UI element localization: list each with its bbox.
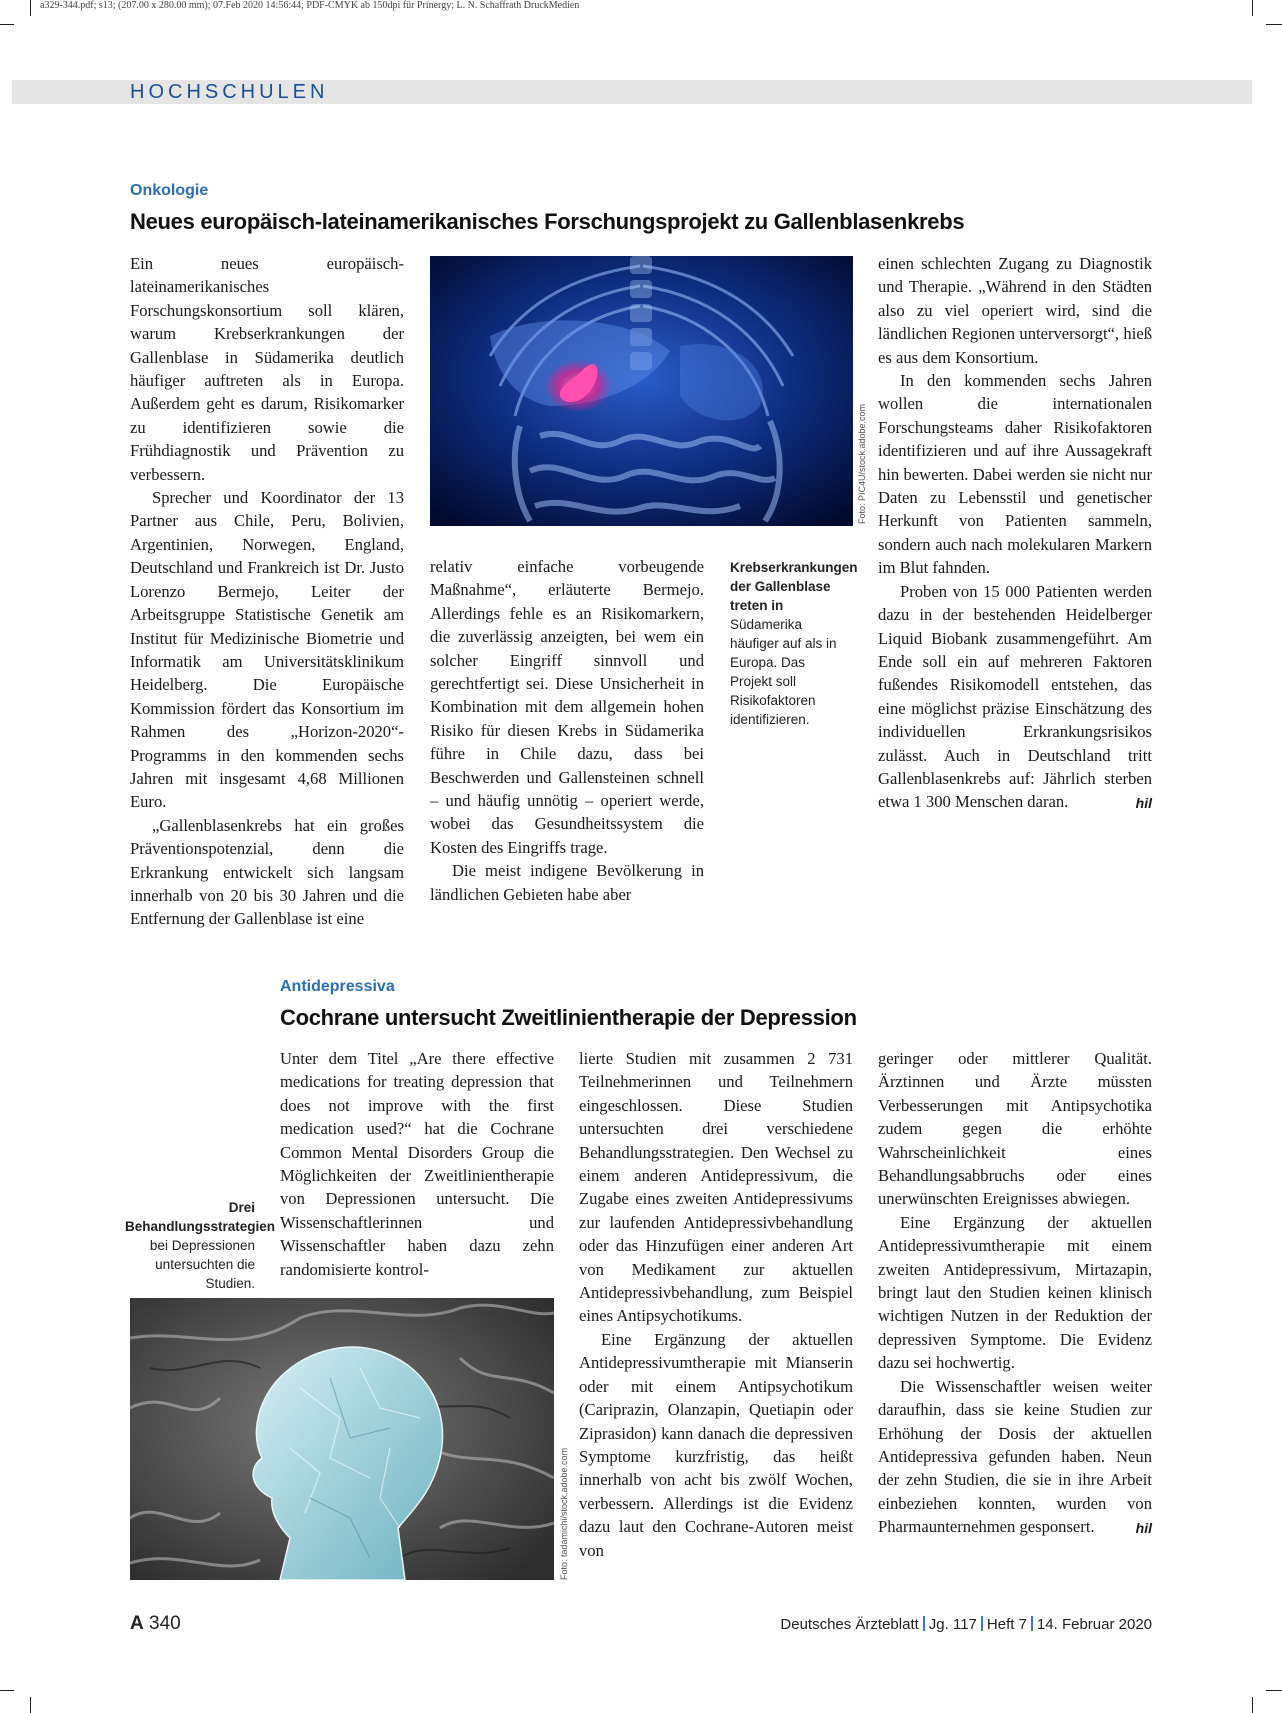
journal-name: Deutsches Ärzteblatt xyxy=(780,1616,919,1633)
caption-text: bei Depressionen untersuchten die Studien. xyxy=(149,1238,255,1291)
crop-mark xyxy=(30,1697,31,1713)
paragraph: lierte Studien mit zusammen 2 731 Teilnehmerinnen und Teilnehmern eingeschlossen. Diese Studien untersuchten drei verschiedene Behandlungsstrategien. Den Wechsel zu einem anderen Antidepressivum, die Zugabe eines zweiten Antidepressivums zur laufenden Antidepressivbehandlung oder das Hinzufügen einer anderen Art von Medikament zur aktuellen Antidepressivbehandlung, zum Beispiel eines Antipsychotikums. xyxy=(579,1049,853,1326)
paragraph: relativ einfache vorbeugende Maßnahme“, erläuterte Bermejo. Allerdings fehle es an Risikomarkern, die zuverlässig anzeigten, bei wem ein solcher Eingriff sinnvoll und gerechtfertigt sei. Diese Unsicherheit in Kombination mit dem allgemein hohen Risiko für diesen Krebs in Südamerika führe in Chile dazu, dass bei Beschwerden und Gallensteinen schnell – und häufig unnötig – operiert werde, wobei das Gesundheitssystem die Kosten des Eingriffs trage. xyxy=(430,557,704,857)
article2-title: Cochrane untersucht Zweitlinientherapie der Depression xyxy=(280,1005,857,1030)
article2-column-2 xyxy=(579,1047,853,1562)
crop-mark xyxy=(1266,24,1282,25)
article2-column-3 xyxy=(878,1047,1152,1541)
paper-head-image xyxy=(130,1298,554,1580)
article2-photo-credit: Foto: tadamichi/stock.adobe.com xyxy=(559,1447,569,1580)
caption-bold: Krebserkrankungen der Gallenblase treten in xyxy=(730,560,858,613)
journal-date: 14. Februar 2020 xyxy=(1036,1616,1152,1633)
paragraph: Sprecher und Koordinator der 13 Partner aus Chile, Peru, Bolivien, Argentinien, Norwegen, England, Deutschland und Frankreich ist Dr. Justo Lorenzo Bermejo, Leiter der Arbeitsgruppe Statistische Genetik am Institut für Medizinische Biometrie und Informatik am Universitätsklinikum Heidelberg. Die Europäische Kommission fördert das Konsortium im Rahmen des „Horizon-2020“-Programms in den kommenden sechs Jahren mit insgesamt 4,68 Millionen Euro. xyxy=(130,488,404,812)
paragraph: geringer oder mittlerer Qualität. Ärztinnen und Ärzte müssten Verbesserungen mit Antipsychotika zudem gegen die erhöhte Wahrscheinlichkeit eines Behandlungsabbruchs oder eines unerwünschten Ereignisses abwiegen. xyxy=(878,1049,1152,1209)
paragraph: einen schlechten Zugang zu Diagnostik und Therapie. „Während in den Städten also zu viel operiert wird, sind die ländlichen Regionen unterversorgt“, hieß es aus dem Konsortium. xyxy=(878,254,1152,367)
section-label: HOCHSCHULEN xyxy=(130,81,329,103)
paragraph: Die meist indigene Bevölkerung in ländlichen Gebieten habe aber xyxy=(430,861,704,904)
footer-separator xyxy=(1031,1616,1033,1631)
article1-kicker: Onkologie xyxy=(130,182,209,199)
crop-mark xyxy=(0,24,14,25)
article1-column-3 xyxy=(878,252,1152,816)
article1-title: Neues europäisch-lateinamerikanisches Forschungsprojekt zu Gallenblasenkrebs xyxy=(130,209,965,234)
paragraph: In den kommenden sechs Jahren wollen die internationalen Forschungsteams daher Risikofaktoren identifizieren und auf ihre Aussagekraft hin bewerten. Dabei werden sie nicht nur Daten zu Lebensstil und genetischer Herkunft von Patienten sammeln, sondern auch nach molekularen Markern im Blut fahnden. xyxy=(878,371,1152,578)
crop-mark xyxy=(1266,1690,1282,1691)
article2-column-1 xyxy=(280,1047,554,1281)
paragraph xyxy=(878,580,1152,814)
crop-mark xyxy=(0,1690,14,1691)
journal-issue: Heft 7 xyxy=(986,1616,1027,1633)
article1-column-1 xyxy=(130,252,404,931)
author-signature: hil xyxy=(1135,795,1152,812)
page-number-value: 340 xyxy=(149,1613,181,1634)
paragraph: Unter dem Titel „Are there effective medications for treating depression that does not improve with the first medication used?“ hat die Cochrane Common Mental Disorders Group die Möglichkeiten der Zweitlinientherapie von Depressionen untersucht. Die Wissenschaftlerinnen und Wissenschaftler haben dazu zehn randomisierte kontrol- xyxy=(280,1049,554,1279)
article1-photo-credit: Foto: PIC4U/stock.adobe.com xyxy=(857,403,867,524)
gallbladder-xray-image xyxy=(430,256,853,526)
footer-separator xyxy=(981,1616,983,1631)
print-info: a329-344.pdf; s13; (207.00 x 280.00 mm); 07.Feb 2020 14:56:44; PDF-CMYK ab 150dpi für Prinergy; L. N. Schaffrath DruckMedien xyxy=(40,0,580,11)
paragraph: Eine Ergänzung der aktuellen Antidepressivumtherapie mit einem zweiten Antidepressivum, Mirtazapin, bringt laut den Studien keinen klinisch wichtigen Nutzen in der Reduktion der depressiven Symptome. Die Evidenz dazu sei hochwertig. xyxy=(878,1212,1152,1373)
crop-mark xyxy=(1252,1697,1253,1713)
article1-caption xyxy=(730,558,858,729)
author-signature: hil xyxy=(1135,1520,1152,1537)
crop-mark xyxy=(30,0,31,16)
article1-column-2 xyxy=(430,555,704,906)
caption-text: Südamerika häufiger auf als in Europa. Das Projekt soll Risikofaktoren identifizieren. xyxy=(730,617,837,727)
caption-bold: Drei Behandlungsstrategien xyxy=(125,1200,276,1234)
paragraph: Eine Ergänzung der aktuellen Antidepressivumtherapie mit Mianserin oder mit einem Antipsychotikum (Cariprazin, Olanzapin, Quetiapin oder Ziprasidon) kann danach die depressiven Symptome kurzfristig, das heißt innerhalb von acht bis zwölf Wochen, verbessern. Allerdings ist die Evidenz dazu laut den Cochrane-Autoren meist von xyxy=(579,1329,853,1560)
paragraph-text: Die Wissenschaftler weisen weiter daraufhin, dass sie keine Studien zur Erhöhung der Dosis der aktuellen Antidepressiva gefunden haben. Neun der zehn Studien, die sie in ihre Arbeit einbeziehen konnten, wurden von Pharmaunternehmen gesponsert. xyxy=(878,1376,1152,1537)
paragraph: Ein neues europäisch-lateinamerikanisches Forschungskonsortium soll klären, warum Krebserkrankungen der Gallenblase in Südamerika deutlich häufiger auftreten als in Europa. Außerdem geht es darum, Risikomarker zu identifizieren sowie die Frühdiagnostik und Prävention zu verbessern. xyxy=(130,254,404,484)
article2-kicker: Antidepressiva xyxy=(280,978,395,995)
article2-caption xyxy=(125,1198,276,1293)
page-prefix: A xyxy=(130,1613,144,1634)
paragraph: „Gallenblasenkrebs hat ein großes Präventionspotenzial, denn die Erkrankung entwickelt sich langsam innerhalb von 20 bis 30 Jahren und die Entfernung der Gallenblase ist eine xyxy=(130,815,404,929)
paragraph-text: Proben von 15 000 Patienten werden dazu in der bestehenden Heidelberger Liquid Biobank zusammengeführt. Am Ende soll ein auf mehreren Faktoren fußendes Risikomodell entstehen, das eine möglichst präzise Einschätzung des individuellen Erkrankungsrisikos zulässt. Auch in Deutschland tritt Gallenblasenkrebs auf: Jährlich sterben etwa 1 300 Menschen daran. xyxy=(878,581,1152,812)
journal-volume: Jg. 117 xyxy=(928,1616,977,1633)
crop-mark xyxy=(1252,0,1253,16)
paragraph xyxy=(878,1375,1152,1539)
page-number xyxy=(130,1613,181,1635)
journal-footer xyxy=(780,1616,1152,1633)
footer-separator xyxy=(923,1616,925,1631)
